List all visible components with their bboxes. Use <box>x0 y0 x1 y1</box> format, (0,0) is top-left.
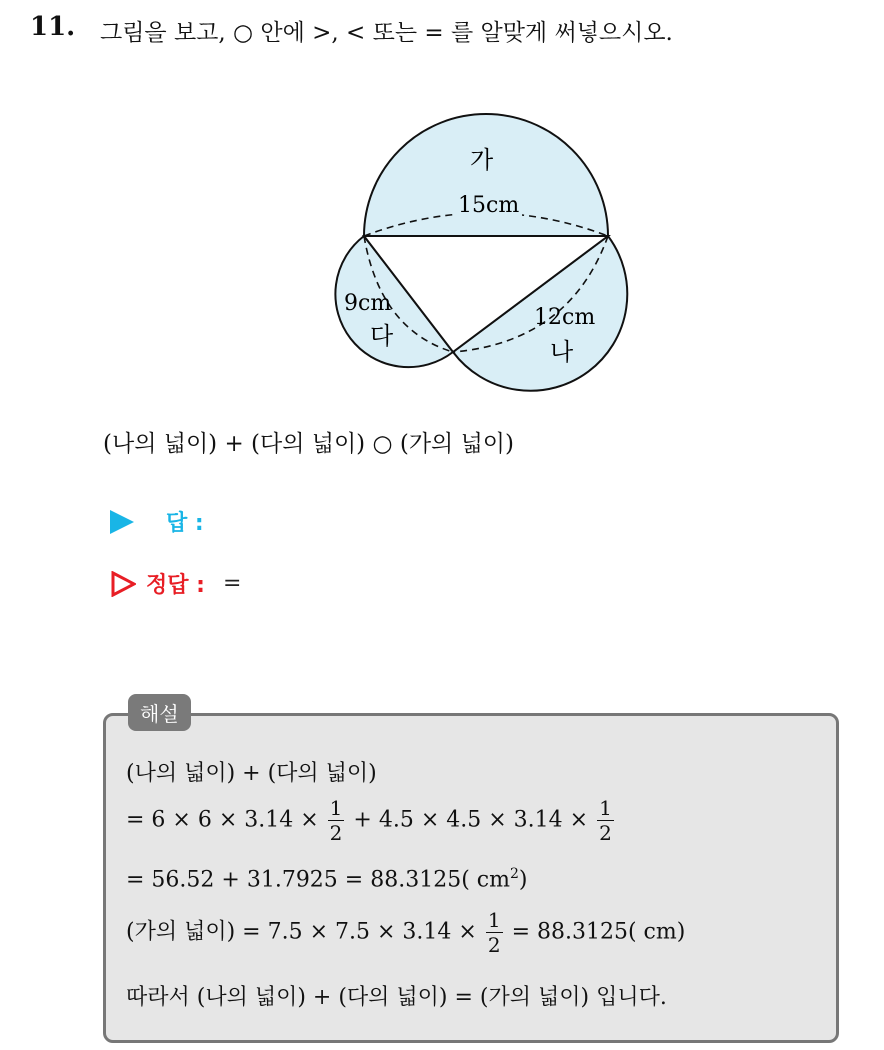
correct-value: = <box>222 571 242 596</box>
fraction-half: $\frac{1}{2}$ <box>599 796 612 845</box>
correct-label: 정답 : <box>146 573 205 598</box>
length-na: 12cm <box>534 305 596 330</box>
solution-line-2-b: + 4.5 × 4.5 × 3.14 × <box>353 807 589 833</box>
triangle-bullet-icon <box>110 510 134 534</box>
label-da: 다 <box>370 322 394 350</box>
semicircles-figure <box>320 110 640 400</box>
question-text: 그림을 보고, ○ 안에 >, < 또는 = 를 알맞게 써넣으시오. <box>100 20 673 46</box>
answer-row <box>110 506 204 537</box>
solution-line-2-a: = 6 × 6 × 3.14 × <box>126 807 319 833</box>
question-number: 11. <box>30 12 76 42</box>
label-na: 나 <box>550 338 574 366</box>
solution-line-5: 따라서 (나의 넓이) + (다의 넓이) = (가의 넓이) 입니다. <box>126 985 667 1010</box>
solution-line-2 <box>126 796 616 845</box>
superscript-2: 2 <box>509 866 519 882</box>
solution-line-1: (나의 넓이) + (다의 넓이) <box>126 761 377 786</box>
correct-answer-row <box>110 568 241 599</box>
solution-line-3-b: ) <box>518 867 528 893</box>
length-da: 9cm <box>344 291 392 316</box>
length-ga: 15cm <box>458 193 520 218</box>
fraction-half: $\frac{1}{2}$ <box>487 908 501 957</box>
solution-line-4 <box>126 908 685 957</box>
solution-line-3 <box>126 866 527 892</box>
answer-label: 답 : <box>166 511 204 536</box>
comparison-expression: (나의 넓이) + (다의 넓이) ○ (가의 넓이) <box>103 431 514 457</box>
solution-line-3-a: = 56.52 + 31.7925 = 88.3125( cm <box>126 867 510 893</box>
solution-line-4-b: = 88.3125( cm) <box>511 919 686 945</box>
fraction-half: $\frac{1}{2}$ <box>329 796 343 845</box>
label-ga: 가 <box>470 146 494 174</box>
solution-tag: 해설 <box>128 694 191 731</box>
solution-line-4-a: (가의 넓이) = 7.5 × 7.5 × 3.14 × <box>126 919 477 945</box>
triangle-outline-icon <box>110 571 136 597</box>
